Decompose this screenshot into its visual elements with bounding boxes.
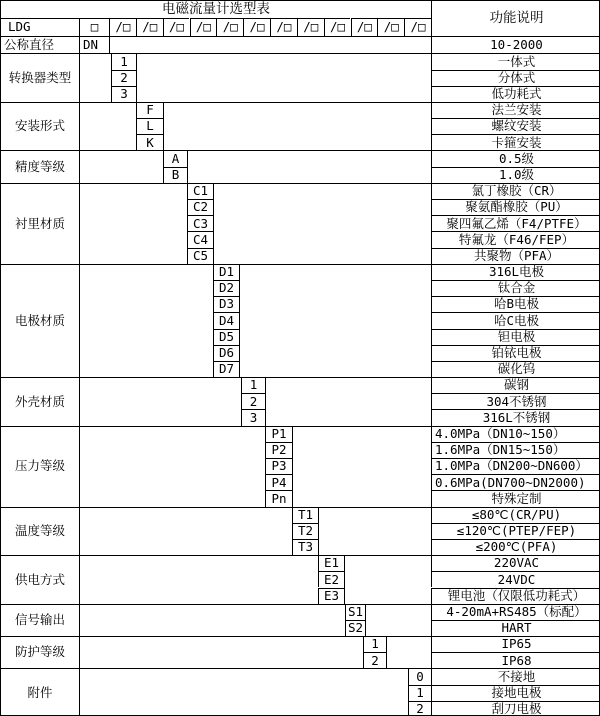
band-label: 外壳材质 [1,377,79,426]
code-cell: 1 [363,636,386,652]
function-cell: 聚四氟乙烯（F4/PTFE） [431,215,600,231]
function-cell: 碳钢 [431,377,600,393]
code-cell: D3 [213,296,239,312]
code-cell: E1 [318,555,344,571]
code-cell: C5 [187,248,213,264]
empty-cell [79,102,136,151]
code-cell: A [163,150,187,166]
model-slot: /□ [216,18,243,35]
code-cell: P1 [265,426,292,442]
function-cell: 4.0MPa（DN10~150） [431,426,600,442]
function-cell: 钽电极 [431,329,600,345]
function-cell: 特氟龙（F46/FEP） [431,231,600,247]
model-slot: /□ [297,18,324,35]
code-cell: 2 [111,70,136,86]
empty-cell [318,507,431,556]
code-cell: C1 [187,183,213,199]
empty-cell [292,426,431,507]
band-label: 衬里材质 [1,183,79,264]
function-cell: 哈B电极 [431,296,600,312]
function-cell: IP65 [431,636,600,652]
function-cell: 0.5级 [431,150,600,166]
code-cell: E2 [318,571,344,587]
band-label: 信号输出 [1,604,79,636]
function-cell: 接地电极 [431,685,600,701]
code-cell: K [136,134,163,150]
function-cell: 1.0MPa（DN200~DN600） [431,458,600,474]
function-cell: 碳化钨 [431,361,600,377]
function-cell: 24VDC [431,571,600,587]
code-cell: Pn [265,490,292,506]
code-cell: P3 [265,458,292,474]
band-label: 防护等级 [1,636,79,668]
empty-cell [265,377,431,426]
model-slot: /□ [404,18,431,35]
function-cell: 特殊定制 [431,490,600,506]
function-cell: 低功耗式 [431,86,600,102]
empty-cell [109,36,431,53]
code-cell: B [163,167,187,183]
empty-cell [386,636,431,668]
band-label: 供电方式 [1,555,79,604]
function-cell: 316L电极 [431,264,600,280]
model-prefix: LDG [1,18,79,35]
empty-cell [79,183,187,264]
function-cell: 聚氨酯橡胶（PU） [431,199,600,215]
model-slot: /□ [324,18,351,35]
function-cell: 铂铱电极 [431,345,600,361]
empty-cell [187,150,431,182]
function-cell: 钛合金 [431,280,600,296]
code-cell: 2 [241,393,265,409]
empty-cell [79,264,213,377]
code-cell: D4 [213,312,239,328]
code-cell: 3 [111,86,136,102]
model-slot: /□ [190,18,217,35]
function-cell: ≤200℃(PFA) [431,539,600,555]
model-slot: /□ [136,18,163,35]
function-column-header: 功能说明 [431,1,600,36]
band-label: 电极材质 [1,264,79,377]
code-cell: C2 [187,199,213,215]
code-cell: P2 [265,442,292,458]
code-cell: D6 [213,345,239,361]
model-slot: /□ [243,18,270,35]
code-cell: C4 [187,231,213,247]
table-title: 电磁流量计选型表 [162,0,270,17]
band-label: 安装形式 [1,102,79,151]
code-cell: S1 [345,604,365,620]
band-label: 转换器类型 [1,53,79,102]
function-cell: 304不锈钢 [431,393,600,409]
function-cell: 刮刀电极 [431,701,600,716]
code-cell: L [136,118,163,134]
code-cell: S2 [345,620,365,636]
band-label: 精度等级 [1,150,79,182]
code-cell: 1 [408,685,431,701]
model-slot: /□ [163,18,190,35]
empty-cell [79,507,292,556]
model-slot: /□ [270,18,297,35]
empty-cell [163,102,431,151]
empty-cell [136,53,431,102]
empty-cell [344,555,431,604]
function-cell: 法兰安装 [431,102,600,118]
code-cell: F [136,102,163,118]
function-cell: 共聚物（PFA） [431,248,600,264]
code-cell: T3 [292,539,318,555]
model-slot: /□ [377,18,404,35]
model-slot: /□ [351,18,378,35]
function-cell: 316L不锈钢 [431,409,600,425]
dn-function: 10-2000 [431,36,600,53]
empty-cell [79,426,265,507]
function-cell: 氯丁橡胶（CR） [431,183,600,199]
empty-cell [79,555,318,604]
code-cell: 3 [241,409,265,425]
code-cell: P4 [265,474,292,490]
model-slot: /□ [109,18,136,35]
empty-cell [79,668,408,716]
code-cell: 2 [363,652,386,668]
function-cell: ≤120℃(PTEP/FEP) [431,523,600,539]
function-cell: 4-20mA+RS485（标配） [431,604,600,620]
code-cell: 1 [241,377,265,393]
empty-cell [79,604,345,636]
empty-cell [239,264,431,377]
band-label: 附件 [1,668,79,716]
function-cell: 1.0级 [431,167,600,183]
band-label: 温度等级 [1,507,79,556]
band-label: 压力等级 [1,426,79,507]
empty-cell [79,377,241,426]
empty-cell [213,183,431,264]
empty-cell [365,604,431,636]
function-cell: 分体式 [431,70,600,86]
function-cell: 0.6MPa(DN700~DN2000) [431,474,600,490]
code-cell: E3 [318,588,344,604]
code-cell: D5 [213,329,239,345]
function-cell: 锂电池（仅限低功耗式） [431,588,600,604]
code-cell: 1 [111,53,136,69]
model-code-box: □ [79,18,109,35]
function-cell: ≤80℃(CR/PU) [431,507,600,523]
code-cell: D7 [213,361,239,377]
code-cell: D1 [213,264,239,280]
empty-cell [79,53,111,102]
code-cell: T2 [292,523,318,539]
function-cell: 哈C电极 [431,312,600,328]
function-cell: 一体式 [431,53,600,69]
empty-cell [79,150,163,182]
dn-label: 公称直径 [1,36,79,53]
empty-cell [79,636,363,668]
function-cell: IP68 [431,652,600,668]
code-cell: D2 [213,280,239,296]
code-cell: 0 [408,668,431,684]
dn-code: DN [79,36,109,53]
function-cell: 不接地 [431,668,600,684]
function-cell: 220VAC [431,555,600,571]
function-cell: 螺纹安装 [431,118,600,134]
code-cell: C3 [187,215,213,231]
code-cell: 2 [408,701,431,716]
function-cell: 卡箍安装 [431,134,600,150]
function-cell: 1.6MPa（DN15~150） [431,442,600,458]
function-cell: HART [431,620,600,636]
code-cell: T1 [292,507,318,523]
